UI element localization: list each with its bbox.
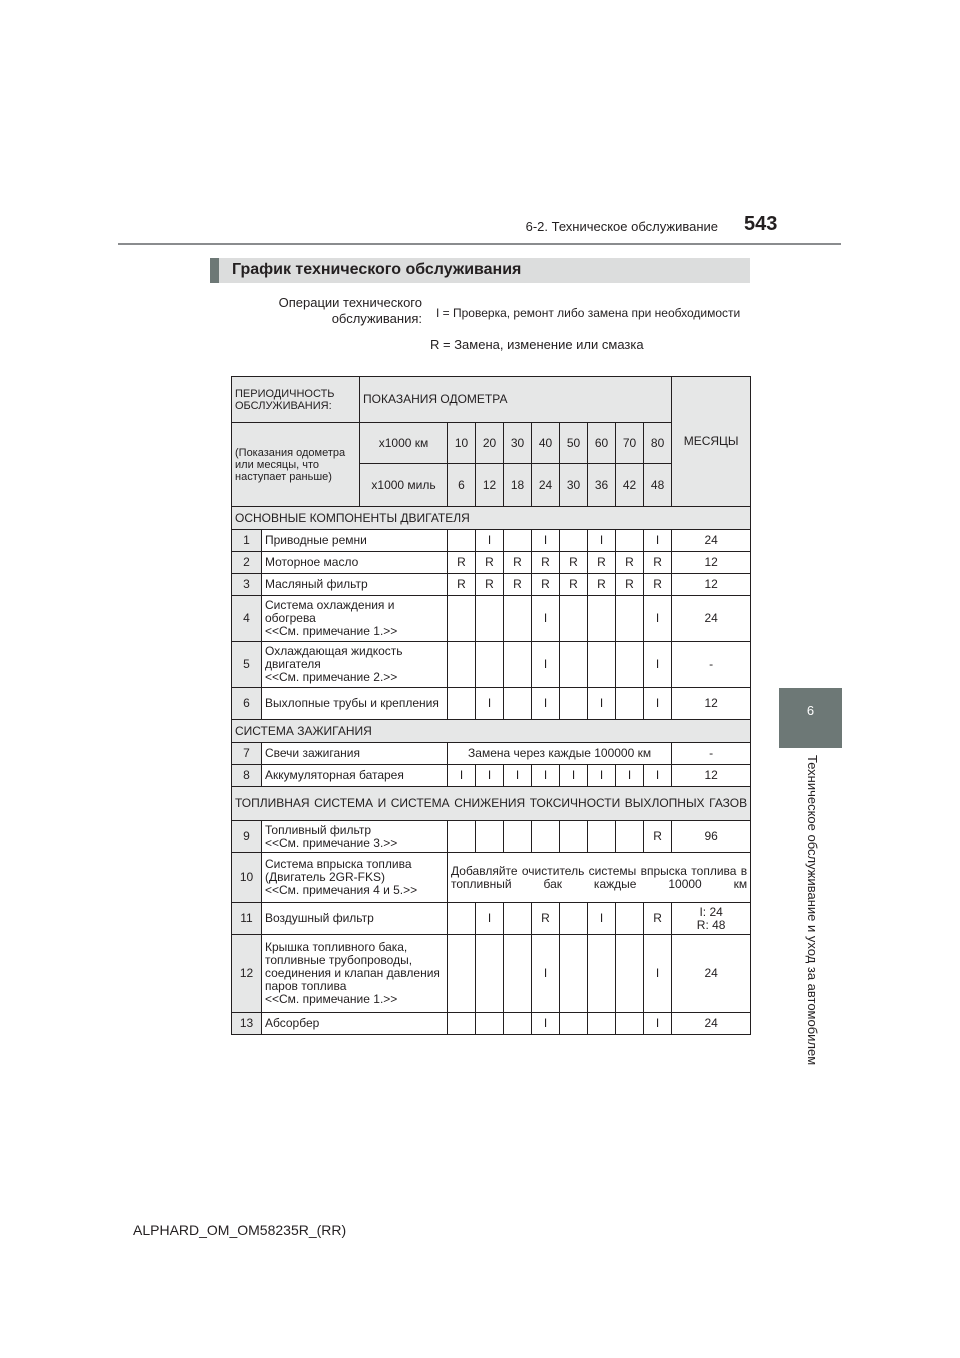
- interval-cell: I: [532, 688, 560, 720]
- section-row: [232, 787, 751, 821]
- row-name: Абсорбер: [262, 1013, 448, 1035]
- interval-cell: I: [588, 903, 616, 935]
- interval-cell: [616, 935, 644, 1013]
- condition-label: (Показания одометра или месяцы, что наступает раньше): [232, 423, 360, 507]
- table-row: [232, 642, 751, 688]
- interval-cell: [504, 688, 532, 720]
- section-marker: [210, 258, 219, 283]
- interval-cell: [504, 596, 532, 642]
- document-footer-code: ALPHARD_OM_OM58235R_(RR): [133, 1222, 347, 1238]
- interval-cell: I: [476, 688, 504, 720]
- interval-cell: I: [644, 765, 672, 787]
- km-value: 50: [560, 423, 588, 464]
- interval-cell: I: [616, 765, 644, 787]
- months-cell: 12: [672, 688, 751, 720]
- km-label: x1000 км: [360, 423, 448, 464]
- interval-cell: [560, 642, 588, 688]
- row-name: Выхлопные трубы и крепления: [262, 688, 448, 720]
- interval-cell: R: [476, 574, 504, 596]
- interval-cell: R: [532, 552, 560, 574]
- interval-cell: I: [644, 688, 672, 720]
- row-number: 4: [232, 596, 262, 642]
- mile-value: 18: [504, 464, 532, 507]
- interval-cell: I: [588, 688, 616, 720]
- chapter-side-title: Техническое обслуживание и уход за автомобилем: [805, 755, 820, 1066]
- interval-cell: [504, 642, 532, 688]
- interval-cell: [448, 530, 476, 552]
- interval-cell: R: [532, 574, 560, 596]
- row-name: Свечи зажигания: [262, 743, 448, 765]
- interval-cell: [476, 642, 504, 688]
- interval-cell: [560, 935, 588, 1013]
- interval-cell: [476, 935, 504, 1013]
- table-header-row: [232, 377, 751, 423]
- interval-cell: R: [448, 574, 476, 596]
- table-row: [232, 574, 751, 596]
- interval-cell: [448, 903, 476, 935]
- interval-cell: [448, 821, 476, 853]
- row-name-cell: [262, 642, 448, 688]
- section-header: [210, 258, 750, 283]
- mile-value: 6: [448, 464, 476, 507]
- interval-cell: R: [644, 552, 672, 574]
- row-note: <<См. примечания 4 и 5.>>: [265, 883, 418, 897]
- months-cell: [672, 903, 751, 935]
- months-cell: 24: [672, 530, 751, 552]
- interval-cell: [532, 821, 560, 853]
- table-row: [232, 935, 751, 1013]
- interval-cell: I: [532, 765, 560, 787]
- months-cell: -: [672, 743, 751, 765]
- row-number: 12: [232, 935, 262, 1013]
- row-name: Охлаждающая жидкость двигателя: [265, 644, 403, 671]
- mile-value: 30: [560, 464, 588, 507]
- months-cell: 24: [672, 1013, 751, 1035]
- interval-cell: I: [448, 765, 476, 787]
- interval-cell: I: [476, 903, 504, 935]
- months-value: I: 24: [699, 904, 723, 919]
- interval-cell: I: [644, 935, 672, 1013]
- period-label: ПЕРИОДИЧНОСТЬ ОБСЛУЖИВАНИЯ:: [232, 377, 360, 423]
- legend-r-definition: R = Замена, изменение или смазка: [430, 337, 644, 352]
- months-cell: -: [672, 642, 751, 688]
- interval-cell: R: [532, 903, 560, 935]
- months-cell: 12: [672, 552, 751, 574]
- interval-cell: [588, 1013, 616, 1035]
- section-row: [232, 507, 751, 530]
- table-row: [232, 596, 751, 642]
- row-number: 11: [232, 903, 262, 935]
- header-divider: [118, 243, 841, 245]
- table-row: [232, 821, 751, 853]
- legend-label: Операции технического обслуживания:: [278, 295, 422, 326]
- interval-cell: [560, 688, 588, 720]
- maintenance-schedule-table: [231, 376, 751, 1035]
- months-value: R: 48: [696, 917, 726, 932]
- interval-cell: I: [532, 1013, 560, 1035]
- interval-span-cell: Добавляйте очиститель системы впрыска топлива в топливный бак каждые 10000 км: [448, 853, 751, 903]
- interval-cell: I: [504, 765, 532, 787]
- table-row: [232, 530, 751, 552]
- row-name-cell: [262, 821, 448, 853]
- interval-cell: I: [560, 765, 588, 787]
- interval-cell: R: [644, 903, 672, 935]
- interval-cell: [616, 596, 644, 642]
- interval-cell: I: [476, 765, 504, 787]
- section-title-cell: ОСНОВНЫЕ КОМПОНЕНТЫ ДВИГАТЕЛЯ: [232, 507, 751, 530]
- interval-cell: [616, 1013, 644, 1035]
- row-note: <<См. примечание 3.>>: [265, 835, 398, 850]
- km-value: 10: [448, 423, 476, 464]
- mile-value: 12: [476, 464, 504, 507]
- interval-cell: I: [532, 642, 560, 688]
- interval-cell: I: [476, 530, 504, 552]
- section-title-cell: СИСТЕМА ЗАЖИГАНИЯ: [232, 720, 751, 743]
- interval-cell: [504, 935, 532, 1013]
- table-row: [232, 743, 751, 765]
- interval-cell: [476, 596, 504, 642]
- interval-cell: R: [588, 552, 616, 574]
- interval-cell: R: [644, 574, 672, 596]
- table-row: [232, 688, 751, 720]
- row-number: 13: [232, 1013, 262, 1035]
- mile-label: x1000 миль: [360, 464, 448, 507]
- row-name: Приводные ремни: [262, 530, 448, 552]
- row-note: <<См. примечание 2.>>: [265, 670, 398, 684]
- interval-cell: [588, 821, 616, 853]
- interval-cell: R: [588, 574, 616, 596]
- months-cell: 96: [672, 821, 751, 853]
- interval-cell: R: [448, 552, 476, 574]
- interval-cell: R: [616, 552, 644, 574]
- row-number: 8: [232, 765, 262, 787]
- table-row: [232, 1013, 751, 1035]
- section-row: [232, 720, 751, 743]
- months-cell: 24: [672, 596, 751, 642]
- interval-cell: [616, 530, 644, 552]
- interval-cell: [504, 1013, 532, 1035]
- km-value: 30: [504, 423, 532, 464]
- interval-cell: R: [560, 574, 588, 596]
- interval-cell: [476, 821, 504, 853]
- km-value: 40: [532, 423, 560, 464]
- mile-value: 42: [616, 464, 644, 507]
- interval-cell: I: [644, 1013, 672, 1035]
- row-name-cell: [262, 596, 448, 642]
- table-row: [232, 853, 751, 903]
- interval-span-cell: Замена через каждые 100000 км: [448, 743, 672, 765]
- interval-cell: [588, 935, 616, 1013]
- km-value: 20: [476, 423, 504, 464]
- mile-value: 36: [588, 464, 616, 507]
- interval-cell: I: [644, 642, 672, 688]
- interval-cell: [504, 530, 532, 552]
- mile-value: 24: [532, 464, 560, 507]
- interval-cell: I: [588, 765, 616, 787]
- interval-cell: [588, 596, 616, 642]
- mile-value: 48: [644, 464, 672, 507]
- row-number: 3: [232, 574, 262, 596]
- section-title: График технического обслуживания: [232, 261, 522, 278]
- interval-cell: I: [532, 935, 560, 1013]
- row-name: Аккумуляторная батарея: [262, 765, 448, 787]
- interval-cell: [448, 642, 476, 688]
- months-cell: 24: [672, 935, 751, 1013]
- page-number: 543: [744, 213, 778, 235]
- interval-cell: [560, 821, 588, 853]
- months-cell: 12: [672, 574, 751, 596]
- row-name-cell: [262, 853, 448, 903]
- row-number: 10: [232, 853, 262, 903]
- row-number: 2: [232, 552, 262, 574]
- interval-cell: [448, 688, 476, 720]
- interval-cell: [560, 530, 588, 552]
- legend-i-definition: I = Проверка, ремонт либо замена при необходимости: [436, 306, 741, 320]
- row-number: 7: [232, 743, 262, 765]
- row-number: 6: [232, 688, 262, 720]
- interval-cell: I: [532, 530, 560, 552]
- chapter-tab: [779, 688, 842, 748]
- interval-cell: [560, 596, 588, 642]
- months-label: МЕСЯЦЫ: [672, 377, 751, 507]
- months-cell: 12: [672, 765, 751, 787]
- interval-cell: [448, 1013, 476, 1035]
- interval-cell: [448, 935, 476, 1013]
- interval-cell: I: [644, 530, 672, 552]
- table-row: [232, 903, 751, 935]
- interval-cell: [448, 596, 476, 642]
- row-name: Воздушный фильтр: [262, 903, 448, 935]
- interval-cell: [616, 821, 644, 853]
- interval-cell: R: [560, 552, 588, 574]
- row-number: 1: [232, 530, 262, 552]
- interval-cell: [616, 688, 644, 720]
- km-value: 70: [616, 423, 644, 464]
- interval-cell: I: [588, 530, 616, 552]
- row-name-cell: [262, 935, 448, 1013]
- interval-cell: R: [476, 552, 504, 574]
- km-value: 80: [644, 423, 672, 464]
- interval-cell: [588, 642, 616, 688]
- chapter-number: 6: [806, 703, 815, 718]
- row-name: Система охлаждения и обогрева: [265, 598, 395, 625]
- interval-cell: [504, 821, 532, 853]
- header-section-title: 6-2. Техническое обслуживание: [525, 219, 718, 234]
- row-number: 5: [232, 642, 262, 688]
- row-name: Моторное масло: [262, 552, 448, 574]
- odometer-label: ПОКАЗАНИЯ ОДОМЕТРА: [360, 377, 672, 423]
- row-name: Масляный фильтр: [262, 574, 448, 596]
- row-number: 9: [232, 821, 262, 853]
- row-name: Крышка топливного бака, топливные трубопроводы, соединения и клапан давления паров топлива: [265, 940, 440, 993]
- interval-cell: [616, 642, 644, 688]
- interval-cell: [560, 1013, 588, 1035]
- interval-cell: [476, 1013, 504, 1035]
- table-row: [232, 552, 751, 574]
- row-name: Система впрыска топлива (Двигатель 2GR-FKS): [265, 857, 412, 884]
- interval-cell: I: [644, 596, 672, 642]
- km-value: 60: [588, 423, 616, 464]
- table-row: [232, 765, 751, 787]
- interval-cell: I: [532, 596, 560, 642]
- interval-cell: R: [644, 821, 672, 853]
- section-title-cell: ТОПЛИВНАЯ СИСТЕМА И СИСТЕМА СНИЖЕНИЯ ТОКСИЧНОСТИ ВЫХЛОПНЫХ ГАЗОВ: [232, 787, 751, 821]
- row-note: <<См. примечание 1.>>: [265, 624, 398, 638]
- interval-cell: R: [504, 552, 532, 574]
- interval-cell: R: [504, 574, 532, 596]
- interval-cell: [504, 903, 532, 935]
- row-name: Топливный фильтр: [265, 822, 371, 837]
- row-note: <<См. примечание 1.>>: [265, 992, 398, 1006]
- interval-cell: [560, 903, 588, 935]
- interval-cell: R: [616, 574, 644, 596]
- interval-cell: [616, 903, 644, 935]
